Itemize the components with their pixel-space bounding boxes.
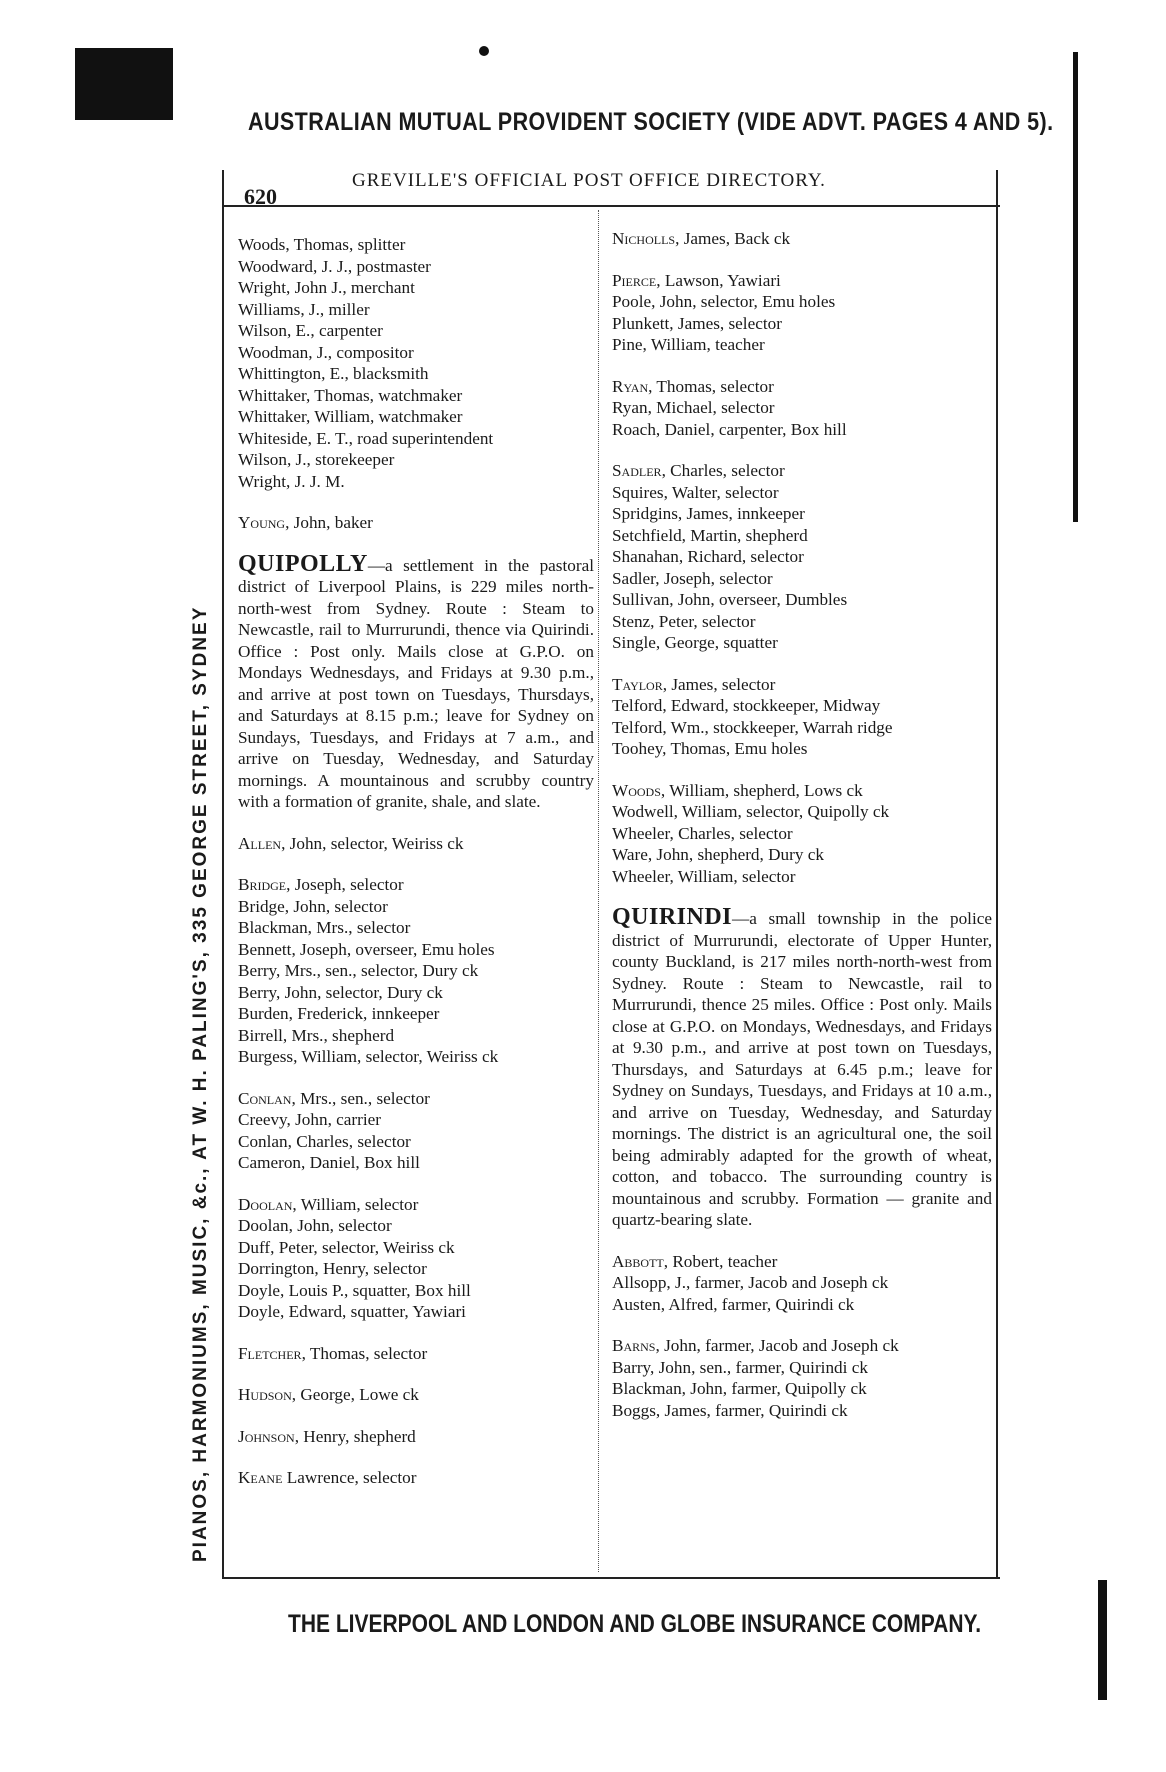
directory-entry: Wheeler, William, selector	[612, 866, 796, 886]
header-rule	[222, 205, 1000, 207]
directory-entry: Boggs, James, farmer, Quirindi ck	[612, 1400, 848, 1420]
entry-fletcher: Fletcher, Thomas, selector	[238, 1343, 428, 1363]
directory-entry: Whiteside, E. T., road superintendent	[238, 428, 494, 448]
entry-details: , John, farmer, Jacob and Joseph ck	[655, 1336, 899, 1355]
directory-entry: Toohey, Thomas, Emu holes	[612, 739, 808, 758]
entry-nicholls: Nicholls, James, Back ck	[612, 229, 791, 248]
entry-young: Young, John, baker	[238, 513, 373, 532]
directory-entry: Single, George, squatter	[612, 633, 778, 652]
directory-entry: Wodwell, William, selector, Quipolly ck	[612, 802, 890, 821]
directory-entry: Berry, John, selector, Dury ck	[238, 982, 443, 1002]
directory-entry: Plunkett, James, selector	[612, 313, 782, 333]
entry-johnson: Johnson, Henry, shepherd	[238, 1426, 416, 1446]
footer-rule	[222, 1577, 1000, 1579]
directory-entry: Duff, Peter, selector, Weiriss ck	[238, 1237, 455, 1257]
entry-surname: Woods	[612, 780, 661, 800]
directory-entry: Woodward, J. J., postmaster	[238, 256, 431, 276]
directory-entry	[238, 1194, 594, 1216]
frame-left-rule	[222, 170, 224, 1578]
directory-entry: Wheeler, Charles, selector	[612, 823, 793, 843]
directory-entry: Doolan, John, selector	[238, 1216, 392, 1235]
entry-group-p	[612, 270, 992, 356]
entry-surname: Doolan	[238, 1194, 293, 1214]
directory-entry: Telford, Edward, stockkeeper, Midway	[612, 696, 881, 715]
column-divider	[598, 210, 600, 1572]
directory-entry: Spridgins, James, innkeeper	[612, 504, 805, 523]
settlement-name: QUIPOLLY	[238, 550, 368, 577]
entry-details: , Charles, selector	[661, 461, 785, 480]
entry-group-b	[612, 1335, 992, 1421]
directory-entry: Barry, John, sen., farmer, Quirindi ck	[612, 1357, 868, 1377]
directory-entry: Sullivan, John, overseer, Dumbles	[612, 590, 848, 609]
directory-entry: Setchfield, Martin, shepherd	[612, 525, 808, 545]
settlement-quirindi	[612, 904, 992, 1231]
directory-entry: Woodman, J., compositor	[238, 342, 414, 362]
entry-surname: Abbott	[612, 1251, 664, 1271]
directory-entry: Burgess, William, selector, Weiriss ck	[238, 1047, 499, 1066]
ink-dot	[479, 46, 489, 56]
scan-edge-line	[1073, 52, 1078, 522]
entry-details: , Lawson, Yawiari	[656, 270, 781, 290]
entry-details: , William, selector	[292, 1194, 419, 1214]
directory-entry: Roach, Daniel, carpenter, Box hill	[612, 419, 847, 439]
directory-entry	[612, 270, 992, 292]
entry-group-w	[612, 780, 992, 888]
entry-group-r	[612, 376, 992, 441]
directory-entry: Burden, Frederick, innkeeper	[238, 1004, 440, 1023]
entry-group-t	[612, 674, 992, 760]
right-column	[612, 228, 992, 1421]
entry-details: , Joseph, selector	[286, 875, 404, 894]
directory-entry: Wilson, J., storekeeper	[238, 450, 395, 469]
entry-surname: Barns	[612, 1336, 656, 1355]
entry-group-c	[238, 1088, 594, 1174]
directory-entry: Squires, Walter, selector	[612, 482, 779, 502]
entry-details: , Robert, teacher	[663, 1251, 778, 1271]
directory-entry	[612, 376, 992, 398]
directory-entry: Creevy, John, carrier	[238, 1110, 382, 1129]
directory-entry: Wright, John J., merchant	[238, 278, 415, 297]
directory-entry: Wright, J. J. M.	[238, 471, 345, 491]
directory-entry: Birrell, Mrs., shepherd	[238, 1025, 395, 1045]
header-advertisement: AUSTRALIAN MUTUAL PROVIDENT SOCIETY (VIDE ADVT. PAGES 4 AND 5).	[248, 108, 1054, 136]
directory-entry: Williams, J., miller	[238, 299, 370, 319]
directory-entry: Bridge, John, selector	[238, 896, 388, 916]
entry-surname: Taylor	[612, 674, 663, 694]
entry-group-d	[238, 1194, 594, 1323]
directory-entry	[612, 1251, 992, 1273]
directory-entry: Doyle, Edward, squatter, Yawiari	[238, 1302, 466, 1321]
directory-entry: Allsopp, J., farmer, Jacob and Joseph ck	[612, 1273, 889, 1292]
directory-entry: Ware, John, shepherd, Dury ck	[612, 845, 824, 864]
directory-entry	[238, 874, 594, 896]
entry-group-s	[612, 460, 992, 654]
directory-entry: Poole, John, selector, Emu holes	[612, 292, 836, 311]
entry-hudson: Hudson, George, Lowe ck	[238, 1385, 419, 1404]
directory-entry: Whittington, E., blacksmith	[238, 364, 429, 383]
directory-entry: Stenz, Peter, selector	[612, 611, 756, 631]
entry-surname: Pierce	[612, 270, 657, 290]
entry-group-a	[612, 1251, 992, 1316]
directory-entry: Shanahan, Richard, selector	[612, 547, 804, 566]
settlement-description: —a settlement in the pastoral district of Liverpool Plains, is 229 miles north-north-west from Sydney. Route : Steam to Newcastle, rail to Murrurundi, thence via Quirindi. Office : Post only. Mails close at G.P.O. on Mondays Wednesdays, and Fridays at 9.30 p.m., and arrive at post town on Tuesdays, Thursdays, and Saturdays at 8.15 p.m.; leave for Sydney on Sundays, Tuesdays, and Fridays at 7 a.m., and arrive on Tuesday, Wednesday, and Saturday mornings. A mountainous and scrubby country with a formation of granite, shale, and slate.	[238, 555, 594, 811]
entry-surname: Sadler	[612, 461, 662, 480]
directory-entry: Dorrington, Henry, selector	[238, 1259, 427, 1278]
directory-entry: Conlan, Charles, selector	[238, 1131, 411, 1151]
directory-entry: Sadler, Joseph, selector	[612, 568, 773, 588]
page-number: 620	[244, 184, 277, 209]
entry-surname: Conlan	[238, 1088, 292, 1108]
running-head: GREVILLE'S OFFICIAL POST OFFICE DIRECTORY.	[352, 170, 826, 191]
entry-allen: Allen, John, selector, Weiriss ck	[238, 833, 464, 853]
directory-entry: Austen, Alfred, farmer, Quirindi ck	[612, 1294, 855, 1314]
entry-surname: Ryan	[612, 376, 649, 396]
directory-entry: Blackman, John, farmer, Quipolly ck	[612, 1379, 867, 1398]
directory-entry	[612, 674, 992, 696]
directory-entry: Whittaker, William, watchmaker	[238, 407, 463, 426]
footer-advertisement: THE LIVERPOOL AND LONDON AND GLOBE INSURANCE COMPANY.	[288, 1610, 982, 1638]
directory-entry: Cameron, Daniel, Box hill	[238, 1153, 420, 1172]
entry-details: , William, shepherd, Lows ck	[660, 780, 863, 800]
settlement-name: QUIRINDI	[612, 904, 733, 930]
entry-group-b	[238, 874, 594, 1068]
entry-details: , James, selector	[662, 674, 776, 694]
directory-entry	[238, 1088, 594, 1110]
directory-entry: Telford, Wm., stockkeeper, Warrah ridge	[612, 717, 893, 737]
entry-details: , Mrs., sen., selector	[291, 1088, 430, 1108]
directory-entry	[612, 460, 992, 482]
directory-entry	[612, 780, 992, 802]
directory-entry	[612, 1335, 992, 1357]
directory-entry: Woods, Thomas, splitter	[238, 235, 406, 254]
scan-shadow	[75, 48, 173, 120]
entry-group-w	[238, 234, 594, 492]
directory-entry: Pine, William, teacher	[612, 335, 765, 354]
directory-entry: Whittaker, Thomas, watchmaker	[238, 385, 463, 405]
settlement-description: —a small township in the police district of Murrurundi, electorate of Upper Hunter, county Buckland, is 217 miles north-north-west from Sydney. Route : Steam to Newcastle, rail to Murrurundi, thence 25 miles. Office : Post only. Mails close at G.P.O. on Mondays, Wednesdays, and Fridays at 9.30 p.m., and arrive at post town on Tuesdays, Thursdays, and Saturdays at 6.45 p.m.; leave for Sydney on Sundays, Tuesdays, and Fridays at 10 a.m., and arrive on Tuesday, Wednesday, and Saturday mornings. The district is an agricultural one, the soil being admirably adapted for the growth of wheat, cotton, and tobacco. The surrounding country is mountainous and scrubby. Formation — granite and quartz-bearing slate.	[612, 909, 992, 1229]
scan-edge-mark	[1098, 1580, 1107, 1700]
directory-entry: Wilson, E., carpenter	[238, 321, 383, 340]
directory-entry: Bennett, Joseph, overseer, Emu holes	[238, 939, 495, 959]
directory-entry: Doyle, Louis P., squatter, Box hill	[238, 1280, 471, 1300]
directory-entry: Berry, Mrs., sen., selector, Dury ck	[238, 961, 479, 980]
side-advertisement: PIANOS, HARMONIUMS, MUSIC, &c., AT W. H. PALING'S, 335 GEORGE STREET, SYDNEY	[190, 605, 211, 1562]
entry-keane: Keane Lawrence, selector	[238, 1468, 417, 1487]
entry-details: , Thomas, selector	[648, 376, 774, 396]
settlement-quipolly	[238, 550, 594, 813]
directory-entry: Blackman, Mrs., selector	[238, 918, 411, 937]
directory-entry: Ryan, Michael, selector	[612, 398, 775, 417]
left-column	[238, 234, 594, 1489]
frame-right-rule	[996, 170, 998, 1578]
entry-surname: Bridge	[238, 875, 287, 894]
